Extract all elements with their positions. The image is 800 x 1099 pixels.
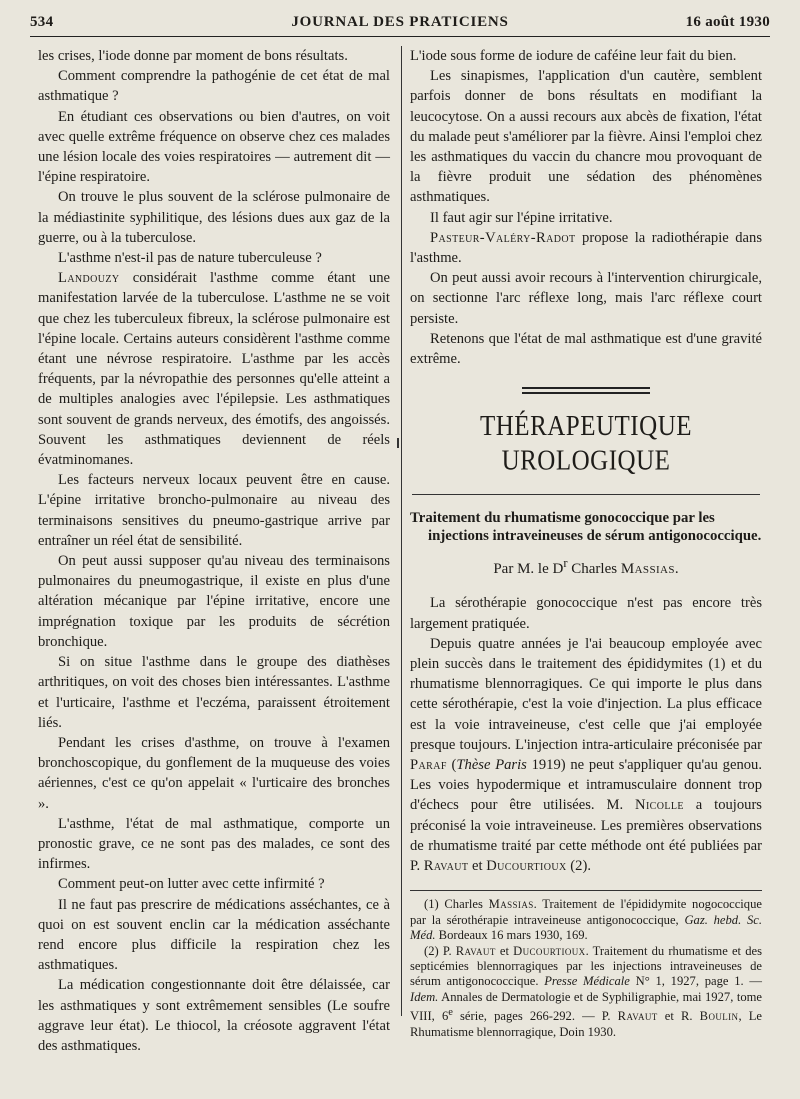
page-number: 534	[30, 14, 54, 30]
byline-first-name: Charles	[567, 561, 621, 578]
footnote-text: . Traitement de l'épididymite nogococcique par la sérothérapie intraveineuse antigonococcique,	[410, 897, 762, 927]
author-name: Ravaut	[617, 1009, 658, 1024]
footnotes	[410, 897, 762, 1040]
issue-date: 16 août 1930	[685, 14, 770, 30]
paragraph-text: 1919) ne peut s'appliquer qu'au genou. Les voies hypodermique et intramusculaire donnent trop d'échecs pour être utilisées. M.	[410, 757, 762, 814]
paragraph: Si on situe l'asthme dans le groupe des diathèses arthritiques, on voit des choses bien intéressantes. L'asthme et l'urticaire, l'asthme et l'eczéma, paraissent étroitement liés.	[38, 654, 390, 731]
footnote-text: . Traitement du rhumatisme et des septicémies blennorragiques par les injections intraveineuses de sérum antigonococcique.	[410, 943, 762, 989]
paragraph-text: considérait l'asthme comme étant une manifestation larvée de la tuberculose. L'asthme ne se voit que chez les tuberculeux fibreux, la sclérose pulmonaire est l'épine locale. Certains auteurs considèrent l'asthme comme étant une névrose respiratoire. L'asthme par les accès fréquents, par la névropathie des personnes qu'elle atteint a de multiples analogies avec l'épilepsie. Les asthmatiques sont souvent de grands nerveux, des émotifs, des angoissés. Souvent les asthmatiques deviennent de réels évatminomanes.	[38, 270, 390, 469]
paragraph-text: Depuis quatre années je l'ai beaucoup employée avec plein succès dans le traitement des épididymites (1) et du rhumatisme blennorragiques. Ce qui importe le plus dans cette sérothérapie, c'est la voie d'injection. La plus efficace est la voie intraveineuse, c'est celle que j'ai employée presque toujours. L'injection intra-articulaire préconisée par	[410, 635, 762, 753]
author-name: Ducourtioux	[486, 858, 567, 875]
paragraph	[38, 268, 390, 470]
paragraph: Retenons que l'état de mal asthmatique est d'une gravité extrême.	[410, 330, 762, 368]
paragraph: L'asthme n'est-il pas de nature tuberculeuse ?	[58, 250, 322, 267]
byline-prefix: Par M. le D	[493, 561, 564, 578]
author-name: Massias	[488, 897, 534, 912]
paragraph: les crises, l'iode donne par moment de bons résultats.	[38, 48, 348, 64]
column-divider	[401, 46, 402, 1016]
author-name: Boulin	[699, 1009, 739, 1024]
footnote-text: N° 1, 1927, page 1. —	[629, 974, 762, 989]
author-name: Landouzy	[58, 270, 120, 287]
author-name: Pasteur-Valéry-Radot	[430, 229, 576, 246]
gutter-mark	[397, 438, 399, 448]
footnote-1	[410, 897, 762, 943]
paragraph: La sérothérapie gonococcique n'est pas encore très largement pratiquée.	[410, 595, 762, 632]
spacer	[410, 579, 762, 593]
section-rule	[412, 494, 760, 495]
footnote-text: et	[495, 943, 514, 958]
paragraph: En étudiant ces observations ou bien d'autres, on voit avec quelle extrême fréquence on observe chez ces malades une lésion locale des voies respiratoires — autrement dit — l'épine respiratoire.	[38, 108, 390, 186]
footnote-text: Bordeaux 16 mars 1930, 169.	[435, 928, 588, 943]
footnote-text: série, pages 266-292. — P.	[452, 1009, 618, 1024]
paragraph: Comment comprendre la pathogénie de cet état de mal asthmatique ?	[38, 68, 390, 105]
author-name: Nicolle	[635, 797, 684, 814]
section-separator	[522, 387, 650, 394]
paragraph: Il faut agir sur l'épine irritative.	[430, 209, 613, 226]
paragraph: Pendant les crises d'asthme, on trouve à l'examen bronchoscopique, du gonflement de la muqueuse des voies aériennes, c'est ce qu'on appelait « l'urticaire des bronches ».	[38, 734, 390, 812]
footnote-text: Annales de Dermatologie et de Syphiligraphie, mai 1927, tome VIII, 6	[410, 989, 762, 1024]
citation-title: Gaz. hebd. Sc. Méd.	[410, 912, 762, 943]
section-title: THÉRAPEUTIQUE UROLOGIQUE	[479, 410, 693, 477]
paragraph-text: propose la radiothérapie dans l'asthme.	[410, 229, 762, 267]
citation-title: Idem.	[410, 989, 439, 1004]
paragraph-text: (2).	[566, 858, 591, 875]
author-name: Ravaut	[423, 858, 469, 875]
citation-title: Presse Médicale	[544, 974, 630, 989]
author-name: Ravaut	[455, 943, 496, 958]
citation-title: Thèse Paris	[456, 757, 527, 774]
byline-end: .	[674, 561, 679, 578]
paragraph: Les sinapismes, l'application d'un cautère, semblent parfois donner de bons résultats en modifiant la leucocytose. On a aussi recours aux abcès de fixation, l'état du malade peut s'améliorer par la fièvre. Ainsi l'emploi chez les asthmatiques du vaccin du chancre mou provoquant de la fièvre produit une sédation des phénomènes asthmatiques.	[410, 68, 762, 206]
left-column	[38, 46, 390, 1056]
paragraph: Comment peut-on lutter avec cette infirmité ?	[58, 876, 325, 893]
footnote-text: (1) Charles	[424, 897, 489, 912]
paragraph: La médication congestionnante doit être délaissée, car les asthmatiques y sont extrêmement sensibles (Le soufre aggrave leur état). Le thiocol, la créosote aggravent l'état des asthmatiques.	[38, 977, 390, 1054]
footnote-rule	[410, 890, 762, 891]
paragraph: L'asthme, l'état de mal asthmatique, comporte un pronostic grave, ce ne sont pas des malades, ce sont des infirmes.	[38, 815, 390, 873]
article-byline	[410, 553, 762, 579]
author-name: Ducourtioux	[513, 943, 586, 958]
byline-last-name: Massias	[620, 561, 675, 578]
paragraph	[410, 634, 762, 876]
paragraph: L'iode sous forme de iodure de caféine leur fait du bien.	[410, 48, 737, 64]
paragraph: Il ne faut pas prescrire de médications asséchantes, ce à quoi on est souvent enclin car la médication asséchante rend encore plus difficile la respiration chez les asthmatiques.	[38, 896, 390, 974]
footnote-sup: e	[448, 1007, 453, 1019]
footnote-text: (2) P.	[424, 943, 456, 958]
right-column	[410, 46, 762, 1040]
author-name: Paraf	[410, 757, 447, 774]
journal-title: JOURNAL DES PRATICIENS	[291, 14, 509, 30]
byline-sup: r	[563, 556, 568, 571]
paragraph-text: (	[446, 757, 457, 774]
footnote-text: , Le Rhumatisme blennorragique, Doin 1930.	[410, 1009, 762, 1039]
page-header	[30, 10, 770, 37]
paragraph: Les facteurs nerveux locaux peuvent être en cause. L'épine irritative broncho-pulmonaire au niveau des terminaisons sensitives du pneumo-gastrique arrive par entraîner un réel état de sensibilité.	[38, 472, 390, 549]
paragraph-text: a toujours préconisé la voie intraveineuse. Les premières observations de rhumatisme traité par cette méthode ont été publiées par P.	[410, 797, 762, 875]
article-title: Traitement du rhumatisme gonococcique par les injections intraveineuses de sérum antigonococcique.	[410, 510, 762, 545]
paragraph: On peut aussi avoir recours à l'intervention chirurgicale, on sectionne l'arc réflexe long, mais l'arc réflexe court persiste.	[410, 270, 762, 327]
paragraph	[410, 228, 762, 268]
paragraph: On trouve le plus souvent de la sclérose pulmonaire de la médiastinite syphilitique, des lésions dues aux gaz de la guerre, ou à la tuberculose.	[38, 189, 390, 246]
footnote-2	[410, 944, 762, 1041]
paragraph: On peut aussi supposer qu'au niveau des terminaisons pulmonaires du pneumogastrique, il existe en plus d'une altération mécanique par l'épine irritative, encore une imprégnation toxique par les produits de sécrétion bronchique.	[38, 553, 390, 650]
paragraph-text: et	[468, 858, 487, 875]
footnote-text: et R.	[657, 1009, 700, 1024]
